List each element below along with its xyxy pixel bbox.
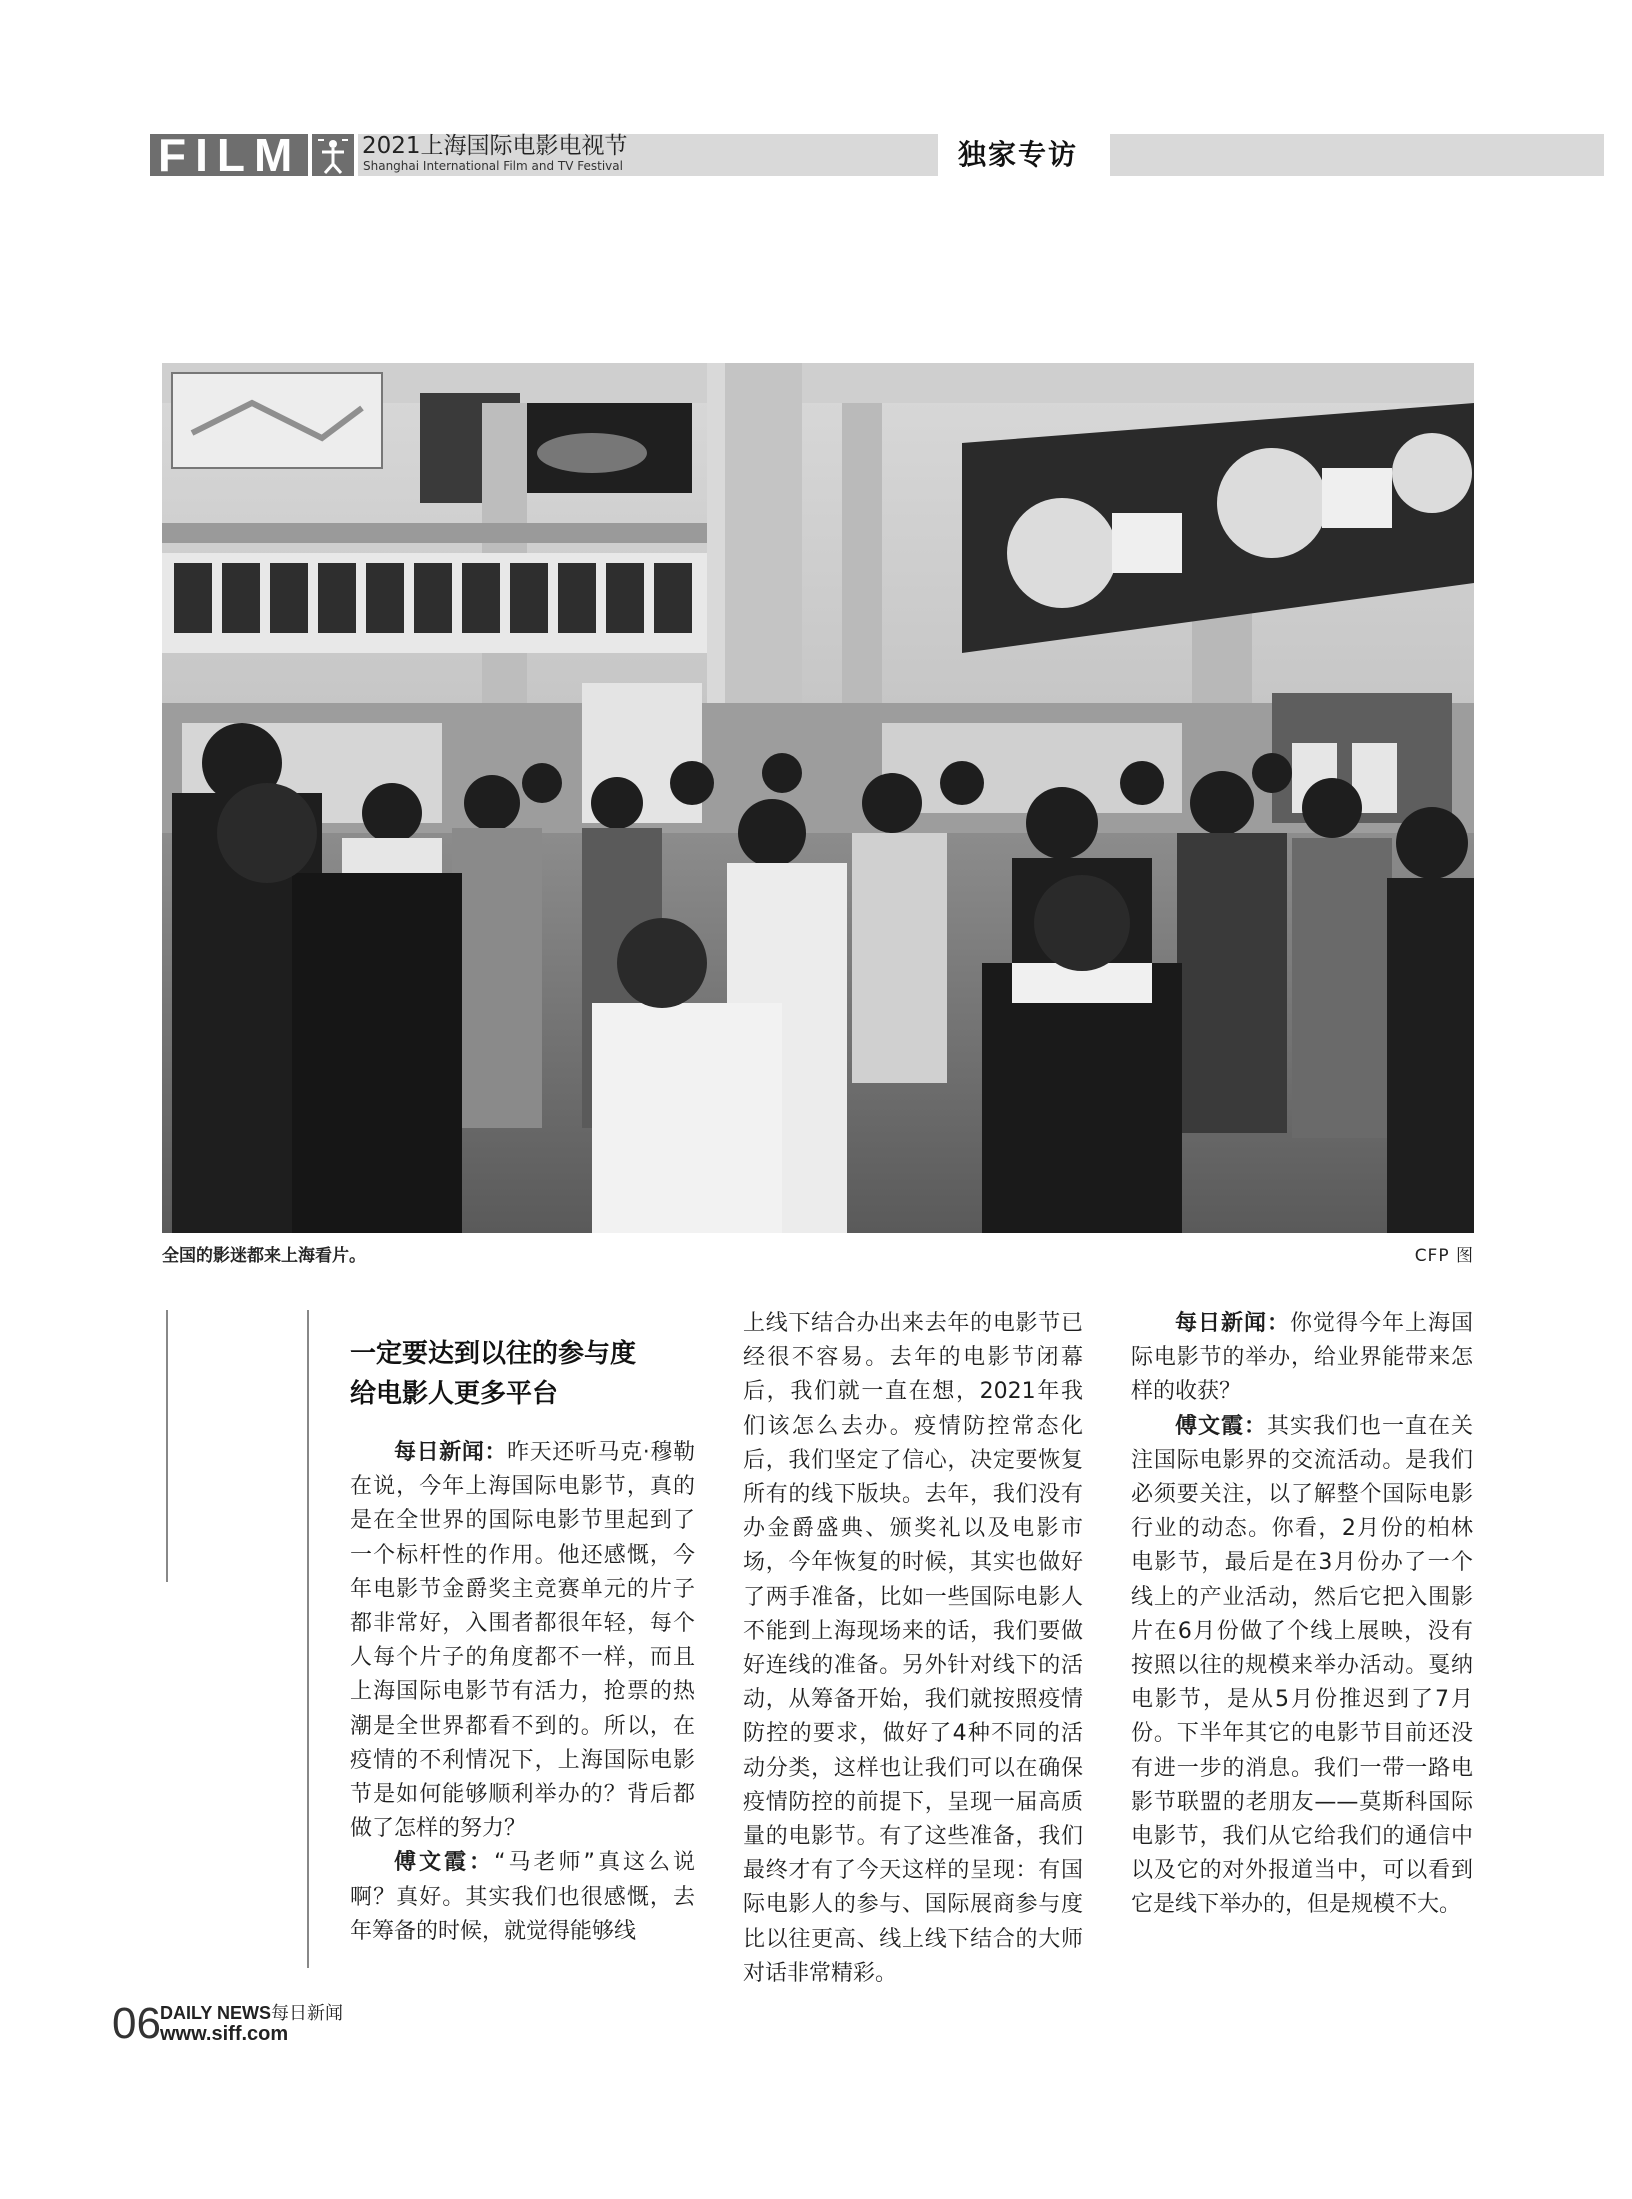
left-margin-rule — [166, 1310, 168, 1582]
speaker-label: 傅文霞： — [1175, 1413, 1267, 1439]
answer-1 — [350, 1846, 695, 1949]
photo-credit: CFP 图 — [1414, 1246, 1474, 1266]
headline-line-2: 给电影人更多平台 — [350, 1379, 559, 1409]
answer-2 — [1131, 1410, 1473, 1923]
film-logo — [150, 129, 308, 181]
cinema-lobby-photo — [162, 363, 1474, 1233]
paragraph-text: “马老师”真这么说啊？真好。其实我们也很感慨，去年筹备的时候，就觉得能够线 — [350, 1850, 695, 1944]
festival-title-en: Shanghai International Film and TV Festival — [363, 159, 623, 173]
page-number: 06 — [112, 1999, 161, 2048]
paragraph-text: 其实我们也一直在关注国际电影界的交流活动。是我们必须要关注，以了解整个国际电影行业的动态。你看，2月份的柏林电影节，最后是在3月份办了一个线上的产业活动，然后它把入围影片在6月份做了个线上展映，没有按照以往的规模来举办活动。戛纳电影节，是从5月份推迟到了7月份。下半年其它的电影节目前还没有进一步的消息。我们一带一路电影节联盟的老朋友——莫斯科国际电影节，我们从它给我们的通信中以及它的对外报道当中，可以看到它是线下举办的，但是规模不大。 — [1131, 1413, 1473, 1918]
column-bracket-rule — [307, 1310, 309, 1968]
paragraph-text: 上线下结合办出来去年的电影节已经很不容易。去年的电影节闭幕后，我们就一直在想，2021年我们该怎么去办。疫情防控常态化后，我们坚定了信心，决定要恢复所有的线下版块。去年，我们没有办金爵盛典、颁奖礼以及电影市场，今年恢复的时候，其实也做好了两手准备，比如一些国际电影人不能到上海现场来的话，我们要做好连线的准备。另外针对线下的活动，从筹备开始，我们就按照疫情防控的要求，做好了4种不同的活动分类，这样也让我们可以在确保疫情防控的前提下，呈现一届高质量的电影节。有了这些准备，我们最终才有了今天这样的呈现：有国际电影人的参与、国际展商参与度比以往更高、线上线下结合的大师对话非常精彩。 — [743, 1311, 1083, 1986]
photo-caption: 全国的影迷都来上海看片。 — [162, 1246, 366, 1266]
page-header — [150, 129, 1604, 181]
article-column-1 — [350, 1436, 695, 1949]
question-1 — [350, 1436, 695, 1846]
headline-line-1: 一定要达到以往的参与度 — [350, 1339, 637, 1369]
speaker-label: 傅文霞： — [394, 1850, 495, 1876]
publication-name — [160, 2003, 343, 2023]
speaker-label: 每日新闻： — [1175, 1311, 1290, 1336]
article-headline — [350, 1334, 695, 1414]
paragraph-text: 你觉得今年上海国际电影节的举办，给业界能带来怎样的收获？ — [1131, 1311, 1473, 1405]
section-title: 独家专访 — [958, 138, 1079, 171]
speaker-label: 每日新闻： — [394, 1440, 508, 1465]
question-2 — [1131, 1307, 1473, 1410]
header-right-band — [1110, 134, 1604, 176]
website-link[interactable]: www.siff.com — [160, 2023, 289, 2045]
film-logo-text: FILM — [158, 129, 302, 181]
article-column-3 — [1131, 1307, 1473, 1923]
article-column-2 — [743, 1307, 1083, 1991]
paragraph-text: 昨天还听马克·穆勒在说，今年上海国际电影节，真的是在全世界的国际电影节里起到了一个标杆性的作用。他还感慨，今年电影节金爵奖主竞赛单元的片子都非常好，入围者都很年轻，每个人每个片子的角度都不一样，而且上海国际电影节有活力，抢票的热潮是全世界都看不到的。所以，在疫情的不利情况下，上海国际电影节是如何能够顺利举办的？背后都做了怎样的努力？ — [350, 1440, 695, 1842]
festival-title-cn: 2021上海国际电影电视节 — [362, 133, 628, 159]
festival-emblem-icon — [312, 134, 354, 176]
publication-name-en: DAILY NEWS — [160, 2003, 272, 2023]
publication-name-cn: 每日新闻 — [271, 2003, 344, 2023]
